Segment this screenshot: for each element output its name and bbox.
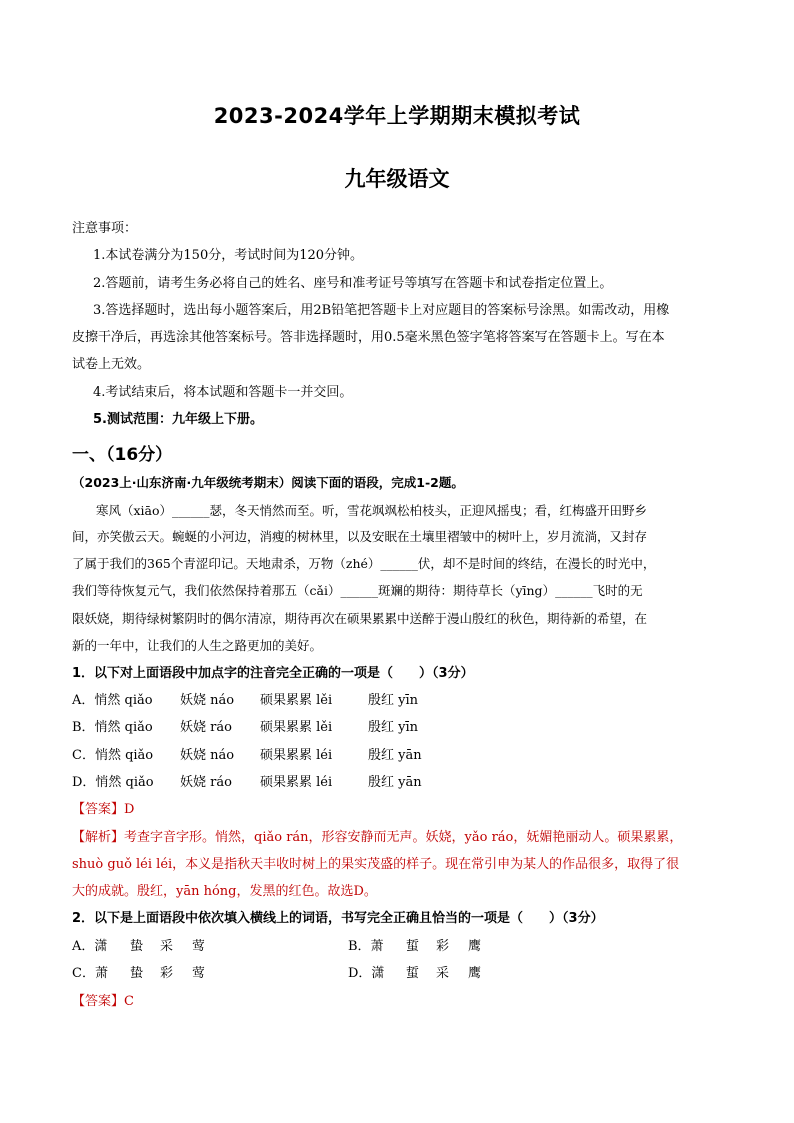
- question-1-analysis-line: shuò guǒ léi léi，本义是指秋天丰收时树上的果实茂盛的样子。现在常引申为某人的作品很多，取得了很: [72, 857, 680, 872]
- note-item: 2.答题前，请考生务必将自己的姓名、座号和准考证号等填写在答题卡和试卷指定位置上。: [93, 276, 613, 291]
- passage-line: 我们等待恢复元气，我们依然保持着那五（cǎi）______斑斓的期待：期待草长（yīng）______飞时的无: [72, 583, 643, 598]
- question-1-answer: 【答案】D: [72, 802, 135, 817]
- section-heading: 一、（16分）: [72, 445, 173, 465]
- question-source: （2023上·山东济南·九年级统考期末）阅读下面的语段，完成1-2题。: [72, 475, 464, 490]
- passage-line: 间，亦笑傲云天。蜿蜒的小河边，消瘦的树林里，以及安眠在土壤里褶皱中的树叶上，岁月流淌，又封存: [72, 529, 648, 544]
- option-c: C．萧 蛰 彩 莺: [72, 966, 206, 981]
- option-d: D．潇 蜇 采 鹰: [348, 966, 482, 981]
- question-1-analysis: 【解析】考查字音字形。悄然，qiǎo rán，形容安静而无声。妖娆，yǎo ráo，妩媚艳丽动人。硕果累累，: [72, 830, 683, 845]
- note-item: 试卷上无效。: [72, 357, 151, 372]
- note-item: 1.本试卷满分为150分，考试时间为120分钟。: [93, 248, 364, 263]
- passage-line: 寒风（xiāo）______瑟，冬天悄然而至。听，雪花飒飒松柏枝头，正迎风摇曳；看，红梅盛开田野乡: [96, 503, 648, 518]
- question-2-stem: 2．以下是上面语段中依次填入横线上的词语，书写完全正确且恰当的一项是（ ）（3分）: [72, 911, 604, 926]
- question-2-answer: 【答案】C: [72, 994, 134, 1009]
- option-a: A．悄然 qiǎo 妖娆 náo 硕果累累 lěi 殷红 yīn: [72, 693, 419, 708]
- passage-line: 限妖娆，期待绿树繁阴时的偶尔清凉，期待再次在硕果累累中送醉于漫山殷红的秋色，期待新的希望，在: [72, 611, 648, 626]
- option-a: A．潇 蛰 采 莺: [72, 939, 206, 954]
- passage-line: 了属于我们的365个青涩印记。天地肃杀，万物（zhé）______伏，却不是时间的终结，在漫长的时光中，: [72, 556, 656, 571]
- passage-line: 新的一年中，让我们的人生之路更加的美好。: [72, 638, 323, 653]
- note-item: 5.测试范围：九年级上下册。: [93, 412, 263, 427]
- exam-subject: 九年级语文: [344, 167, 450, 191]
- note-item: 3.答选择题时，选出每小题答案后，用2B铅笔把答题卡上对应题目的答案标号涂黑。如需改动，用橡: [93, 303, 670, 318]
- option-b: B．悄然 qiǎo 妖娆 ráo 硕果累累 lěi 殷红 yīn: [72, 720, 419, 735]
- option-d: D．悄然 qiǎo 妖娆 ráo 硕果累累 léi 殷红 yān: [72, 775, 422, 790]
- exam-title: 2023-2024学年上学期期末模拟考试: [213, 104, 581, 128]
- option-c: C．悄然 qiǎo 妖娆 náo 硕果累累 léi 殷红 yān: [72, 748, 422, 763]
- notes-label: 注意事项：: [72, 221, 138, 236]
- question-1-stem: 1．以下对上面语段中加点字的注音完全正确的一项是（ ）（3分）: [72, 666, 474, 681]
- option-b: B．萧 蜇 彩 鹰: [348, 939, 482, 954]
- note-item: 4.考试结束后，将本试题和答题卡一并交回。: [93, 385, 353, 400]
- question-1-analysis-line: 大的成就。殷红，yān hóng，发黑的红色。故选D。: [72, 884, 377, 899]
- note-item: 皮擦干净后，再选涂其他答案标号。答非选择题时，用0.5毫米黑色签字笔将答案写在答题卡上。写在本: [72, 330, 665, 345]
